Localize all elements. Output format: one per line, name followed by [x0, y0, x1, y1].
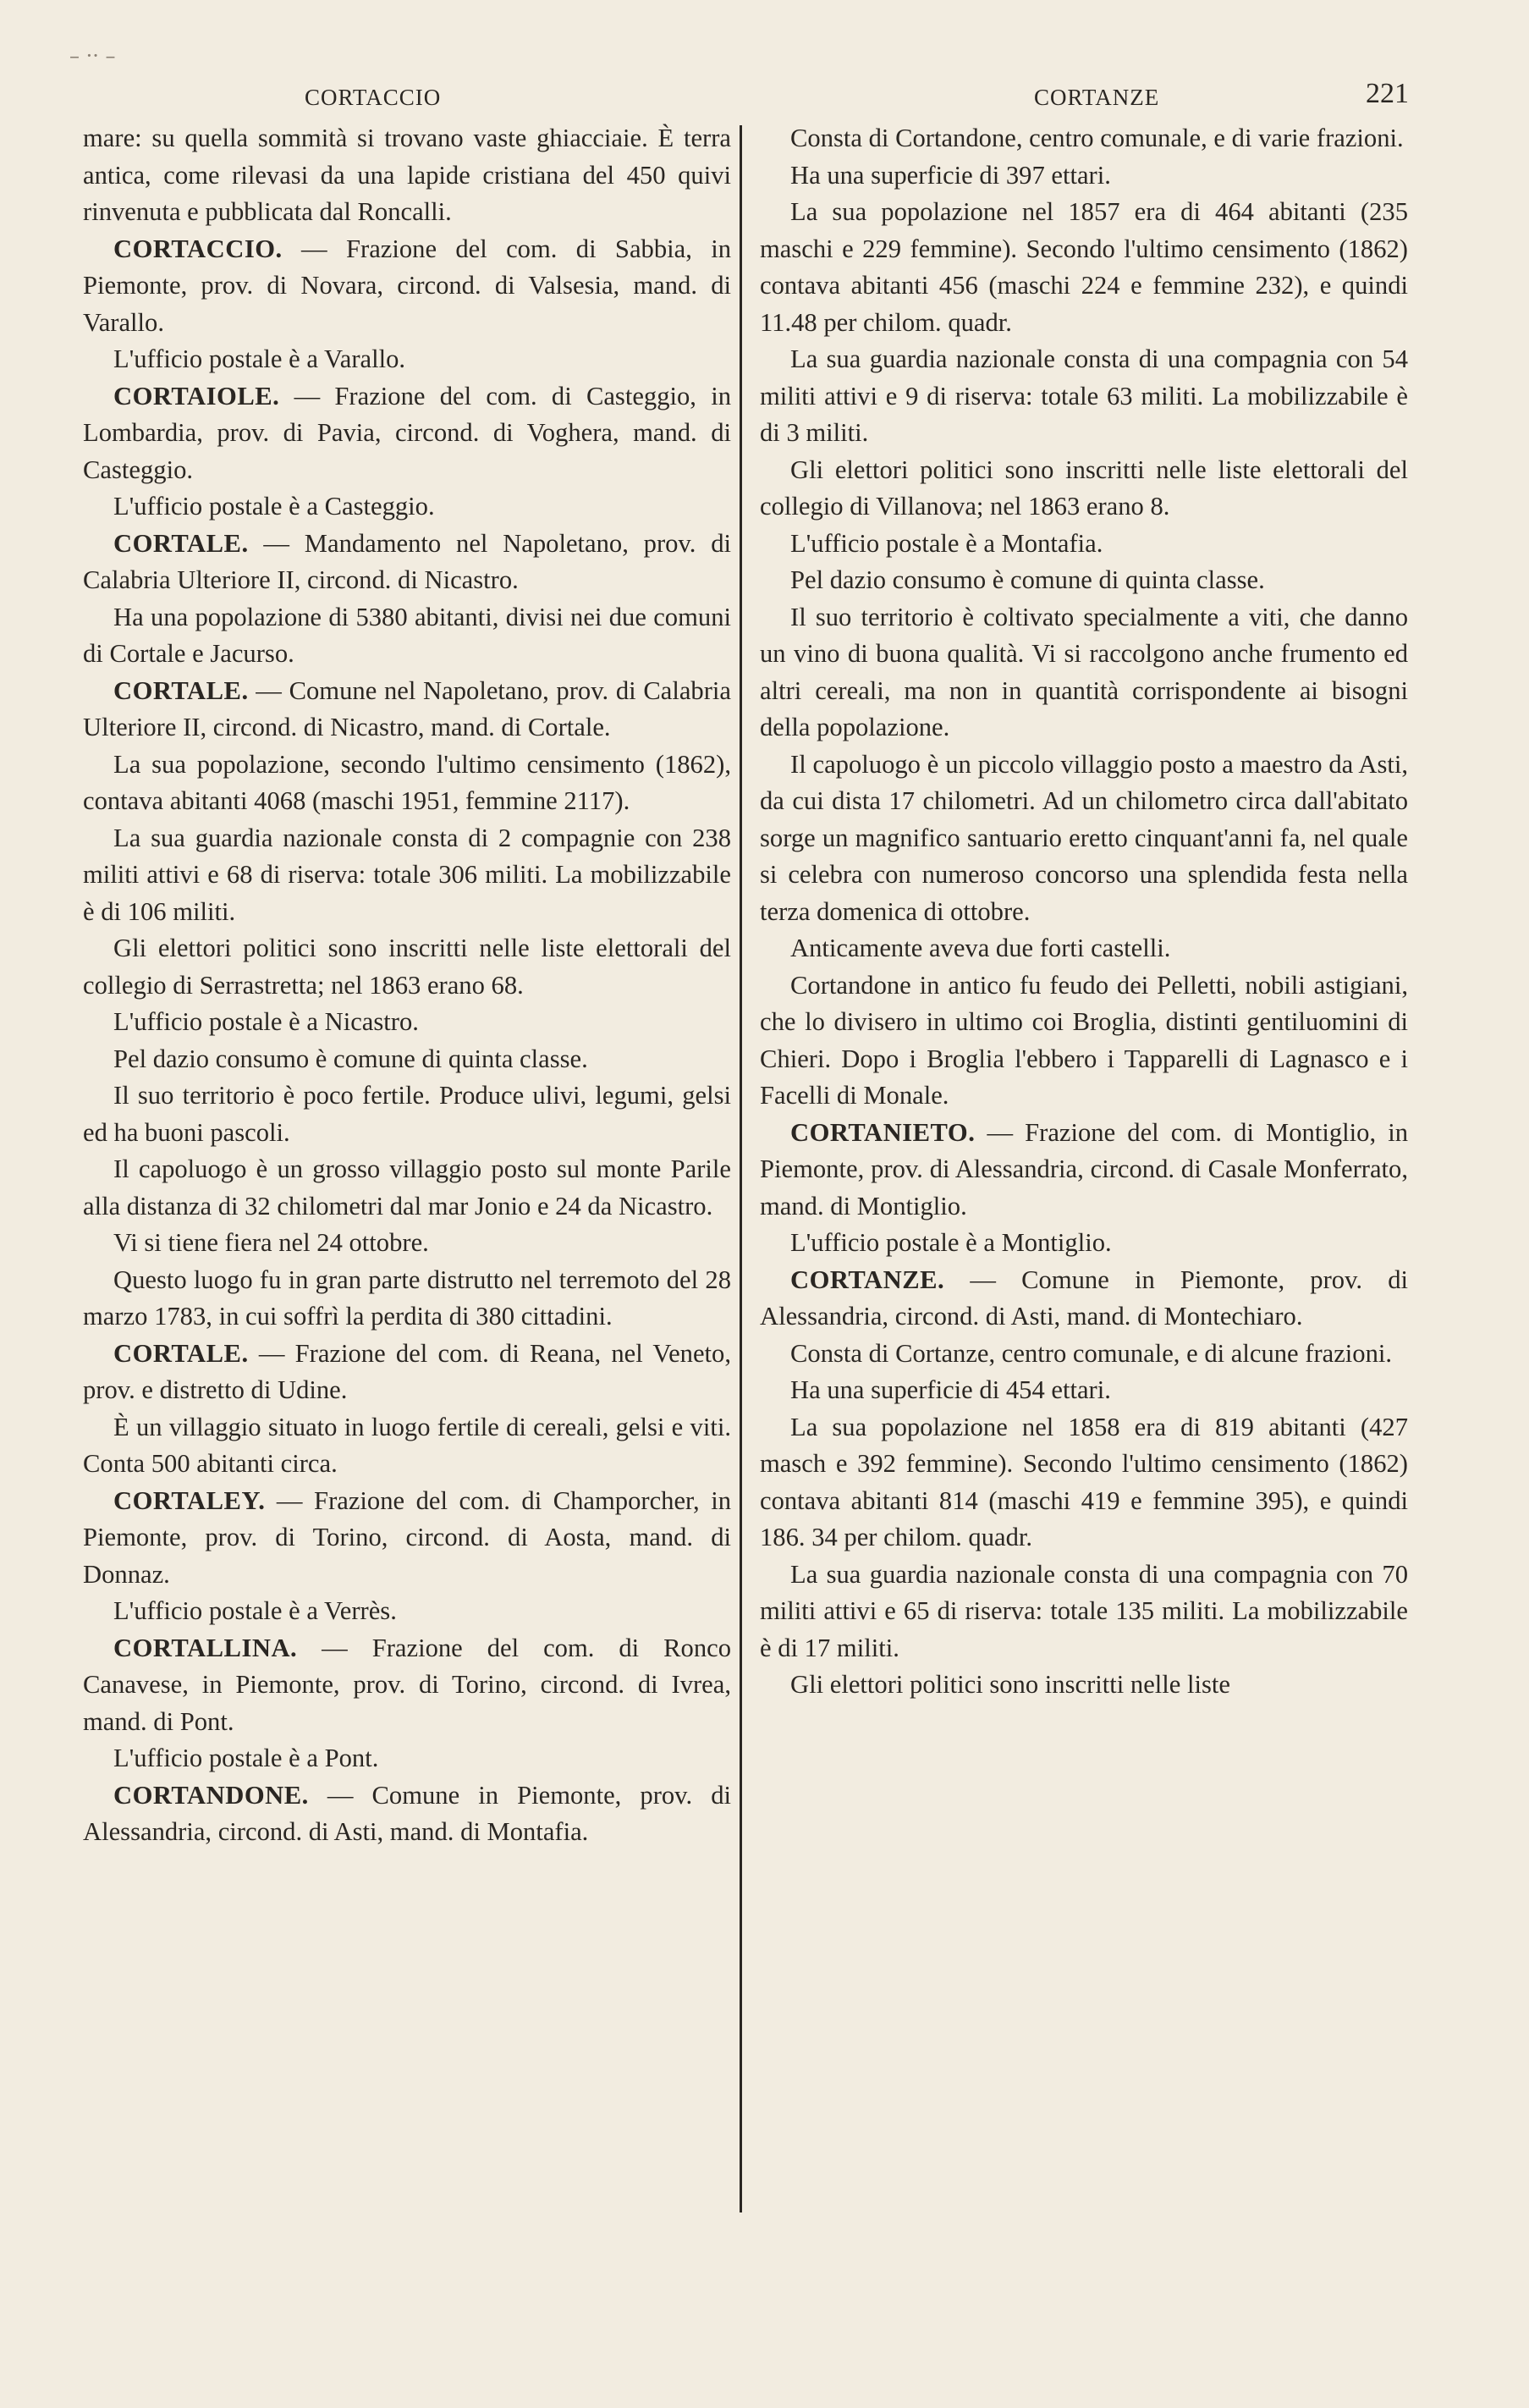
- entry-text: Questo luogo fu in gran parte distrutto nel terremoto del 28 marzo 1783, in cui soffrì la perdita di 380 cittadini.: [83, 1265, 731, 1331]
- entry-heading: CORTALE.: [113, 675, 249, 705]
- paragraph: [83, 1041, 731, 1078]
- page-number: 221: [1366, 78, 1409, 109]
- entry-text: Gli elettori politici sono inscritti nelle liste elettorali del collegio di Serrastretta; nel 1863 erano 68.: [83, 934, 731, 1000]
- paragraph: [760, 194, 1408, 341]
- paragraph: [83, 1777, 731, 1851]
- paragraph: [83, 1336, 731, 1409]
- entry-text: — Frazione del com. di Reana, nel Veneto, prov. e distretto di Udine.: [83, 1338, 731, 1404]
- running-head-right: CORTANZE: [1034, 85, 1160, 110]
- entry-text: Consta di Cortanze, centro comunale, e di alcune frazioni.: [790, 1338, 1393, 1368]
- entry-heading: CORTALLINA.: [113, 1633, 298, 1662]
- column-divider: [740, 125, 742, 2212]
- paragraph: [760, 1225, 1408, 1262]
- entry-heading: CORTALEY.: [113, 1485, 266, 1515]
- entry-text: L'ufficio postale è a Montiglio.: [790, 1228, 1112, 1257]
- entry-text: L'ufficio postale è a Montafia.: [790, 528, 1103, 558]
- entry-text: Anticamente aveva due forti castelli.: [790, 934, 1171, 962]
- entry-heading: CORTALE.: [113, 1338, 249, 1368]
- entry-text: Pel dazio consumo è comune di quinta classe.: [113, 1044, 588, 1073]
- entry-text: L'ufficio postale è a Varallo.: [113, 344, 406, 373]
- entry-text: Ha una popolazione di 5380 abitanti, divisi nei due comuni di Cortale e Jacurso.: [83, 602, 731, 668]
- entry-heading: CORTACCIO.: [113, 234, 283, 263]
- paragraph: [760, 1372, 1408, 1409]
- entry-text: — Comune in Piemonte, prov. di Alessandria, circond. di Asti, mand. di Montechiaro.: [760, 1265, 1408, 1331]
- entry-text: La sua popolazione nel 1858 era di 819 abitanti (427 masch e 392 femmine). Secondo l'ultimo censimento (1862) contava abitanti 814 (maschi 419 e femmine 395), e quindi 186. 34 per chilom. quadr.: [760, 1412, 1408, 1551]
- paragraph: [760, 526, 1408, 563]
- paragraph: [83, 231, 731, 342]
- entry-text: Il capoluogo è un piccolo villaggio posto a maestro da Asti, da cui dista 17 chilometri. Ad un chilometro circa dall'abitato sorge un magnifico santuario eretto cinquant'anni fa, nel quale si celebra con numeroso concorso una splendida festa nella terza domenica di ottobre.: [760, 749, 1408, 926]
- paragraph: [83, 1740, 731, 1777]
- paragraph: [83, 1262, 731, 1336]
- entry-text: Gli elettori politici sono inscritti nelle liste elettorali del collegio di Villanova; nel 1863 erano 8.: [760, 455, 1408, 521]
- top-mark: – ·· –: [69, 44, 116, 68]
- right-column: [760, 120, 1408, 1704]
- paragraph: [760, 452, 1408, 526]
- left-column: [83, 120, 731, 1851]
- entry-text: L'ufficio postale è a Casteggio.: [113, 492, 435, 521]
- paragraph: [83, 1077, 731, 1151]
- entry-heading: CORTANZE.: [790, 1265, 945, 1294]
- entry-heading: CORTANDONE.: [113, 1780, 309, 1810]
- paragraph: [760, 120, 1408, 157]
- paragraph: [83, 747, 731, 820]
- paragraph: [760, 1667, 1408, 1704]
- paragraph: [83, 488, 731, 526]
- entry-text: È un villaggio situato in luogo fertile di cereali, gelsi e viti. Conta 500 abitanti circa.: [83, 1412, 731, 1478]
- entry-text: — Frazione del com. di Montiglio, in Piemonte, prov. di Alessandria, circond. di Casale Monferrato, mand. di Montiglio.: [760, 1117, 1408, 1221]
- entry-text: Cortandone in antico fu feudo dei Pelletti, nobili astigiani, che lo divisero in ultimo coi Broglia, distinti gentiluomini di Chieri. Dopo i Broglia l'ebbero i Tapparelli di Lagnasco e i Facelli di Monale.: [760, 970, 1408, 1110]
- paragraph: [83, 1593, 731, 1630]
- entry-heading: CORTALE.: [113, 528, 249, 558]
- entry-text: Pel dazio consumo è comune di quinta classe.: [790, 565, 1265, 594]
- paragraph: [760, 562, 1408, 599]
- paragraph: [760, 599, 1408, 747]
- running-head-left: CORTACCIO: [305, 85, 442, 110]
- paragraph: [760, 1115, 1408, 1226]
- entry-text: Il suo territorio è coltivato specialmente a viti, che danno un vino di buona qualità. Vi si raccolgono anche frumento ed altri cereali, ma non in quantità corrispondente ai bisogni della popolazione.: [760, 602, 1408, 741]
- entry-text: Vi si tiene fiera nel 24 ottobre.: [113, 1228, 429, 1257]
- paragraph: [760, 1409, 1408, 1557]
- paragraph: [83, 526, 731, 599]
- paragraph: [83, 378, 731, 489]
- paragraph: [760, 341, 1408, 452]
- entry-text: Gli elettori politici sono inscritti nelle liste: [790, 1670, 1231, 1699]
- entry-text: — Comune in Piemonte, prov. di Alessandria, circond. di Asti, mand. di Montafia.: [83, 1780, 731, 1846]
- paragraph: [760, 930, 1408, 967]
- entry-text: — Comune nel Napoletano, prov. di Calabria Ulteriore II, circond. di Nicastro, mand. di Cortale.: [83, 675, 731, 741]
- entry-text: — Frazione del com. di Sabbia, in Piemonte, prov. di Novara, circond. di Valsesia, mand. di Varallo.: [83, 234, 731, 337]
- entry-text: L'ufficio postale è a Pont.: [113, 1744, 379, 1772]
- entry-heading: CORTANIETO.: [790, 1117, 976, 1147]
- entry-text: La sua guardia nazionale consta di una compagnia con 70 militi attivi e 65 di riserva: totale 135 militi. La mobilizzabile è di 17 militi.: [760, 1559, 1408, 1662]
- paragraph: [83, 341, 731, 378]
- paragraph: [83, 1151, 731, 1225]
- entry-text: — Mandamento nel Napoletano, prov. di Calabria Ulteriore II, circond. di Nicastro.: [83, 528, 731, 594]
- entry-text: — Frazione del com. di Champorcher, in Piemonte, prov. di Torino, circond. di Aosta, mand. di Donnaz.: [83, 1485, 731, 1589]
- paragraph: [83, 1409, 731, 1483]
- entry-text: L'ufficio postale è a Verrès.: [113, 1596, 397, 1625]
- paragraph: [83, 1225, 731, 1262]
- paragraph: [83, 820, 731, 931]
- paragraph: [83, 1483, 731, 1594]
- paragraph: [760, 967, 1408, 1115]
- paragraph: [760, 1336, 1408, 1373]
- entry-text: mare: su quella sommità si trovano vaste ghiacciaie. È terra antica, come rilevasi da una lapide cristiana del 450 quivi rinvenuta e pubblicata dal Roncalli.: [83, 124, 731, 226]
- entry-text: Il suo territorio è poco fertile. Produce ulivi, legumi, gelsi ed ha buoni pascoli.: [83, 1081, 731, 1147]
- entry-text: — Frazione del com. di Ronco Canavese, in Piemonte, prov. di Torino, circond. di Ivrea, mand. di Pont.: [83, 1633, 731, 1736]
- paragraph: [760, 747, 1408, 931]
- paragraph: [83, 599, 731, 673]
- paragraph: [83, 120, 731, 231]
- entry-text: Consta di Cortandone, centro comunale, e di varie frazioni.: [790, 124, 1404, 152]
- entry-text: La sua popolazione nel 1857 era di 464 abitanti (235 maschi e 229 femmine). Secondo l'ultimo censimento (1862) contava abitanti 456 (maschi 224 e femmine 232), e quindi 11.48 per chilom. quadr.: [760, 197, 1408, 337]
- entry-text: La sua guardia nazionale consta di una compagnia con 54 militi attivi e 9 di riserva: totale 63 militi. La mobilizzabile è di 3 militi.: [760, 344, 1408, 447]
- entry-text: Il capoluogo è un grosso villaggio posto sul monte Parile alla distanza di 32 chilometri dal mar Jonio e 24 da Nicastro.: [83, 1154, 731, 1221]
- paragraph: [760, 1262, 1408, 1336]
- paragraph: [83, 1004, 731, 1041]
- paragraph: [760, 157, 1408, 195]
- paragraph: [760, 1557, 1408, 1667]
- paragraph: [83, 930, 731, 1004]
- paragraph: [83, 1630, 731, 1741]
- entry-text: — Frazione del com. di Casteggio, in Lombardia, prov. di Pavia, circond. di Voghera, mand. di Casteggio.: [83, 381, 731, 484]
- entry-text: La sua popolazione, secondo l'ultimo censimento (1862), contava abitanti 4068 (maschi 1951, femmine 2117).: [83, 749, 731, 815]
- entry-heading: CORTAIOLE.: [113, 381, 280, 411]
- entry-text: L'ufficio postale è a Nicastro.: [113, 1007, 419, 1036]
- entry-text: Ha una superficie di 454 ettari.: [790, 1375, 1111, 1404]
- paragraph: [83, 673, 731, 747]
- entry-text: Ha una superficie di 397 ettari.: [790, 160, 1111, 190]
- entry-text: La sua guardia nazionale consta di 2 compagnie con 238 militi attivi e 68 di riserva: totale 306 militi. La mobilizzabile è di 106 militi.: [83, 823, 731, 926]
